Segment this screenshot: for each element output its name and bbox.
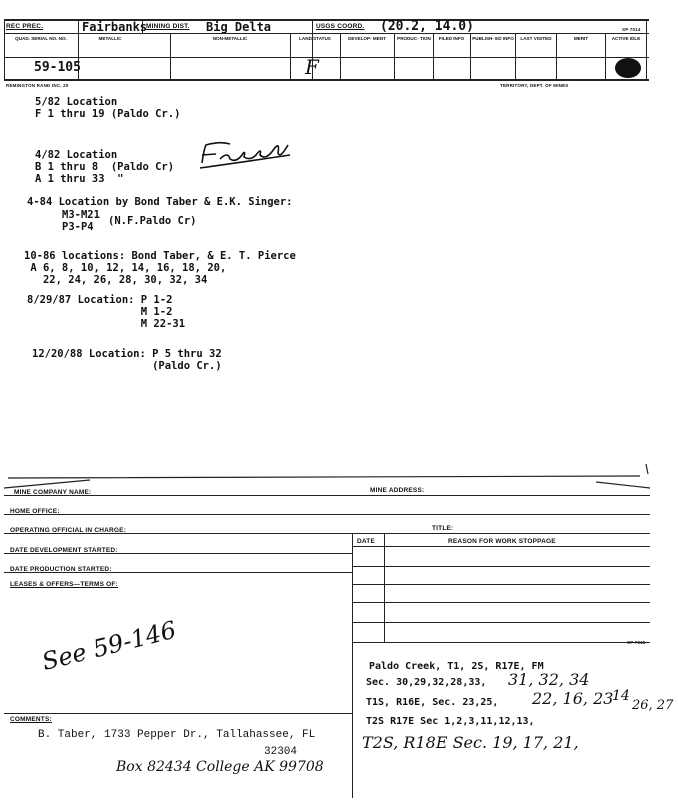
entry-4-84-claims: M3-M21 P3-P4 — [62, 209, 100, 233]
location-hand-5: 26, 27 — [632, 698, 674, 713]
torn-edge-lines — [0, 460, 678, 500]
location-line-3: T1S, R16E, Sec. 23,25, — [366, 697, 499, 708]
mining-dist-label: MINING DIST. — [146, 23, 190, 30]
land-status-label: LAND STATUS — [299, 36, 331, 41]
federal-handwriting — [190, 135, 305, 175]
location-hand-2: 22, 16, 23 — [532, 689, 614, 708]
entry-4-84: 4-84 Location by Bond Taber & E.K. Singer: — [27, 196, 293, 208]
quad-serial-label: QUAD. SERIAL NO. NO. — [15, 36, 67, 41]
form-number: SP 7014 — [622, 27, 641, 32]
usgs-coord-value: (20.2, 14.0) — [380, 19, 474, 34]
leases-label: LEASES & OFFERS—TERMS OF: — [10, 581, 118, 588]
location-line-4: T2S R17E Sec 1,2,3,11,12,13, — [366, 716, 535, 727]
filed-info-label: FILED INFO — [438, 36, 465, 41]
entry-8-29-87: 8/29/87 Location: P 1-2 M 1-2 M 22-31 — [27, 294, 186, 330]
mine-address-label: MINE ADDRESS: — [370, 487, 425, 494]
comments-zip: 32304 — [264, 746, 298, 758]
usgs-coord-label: USGS COORD. — [316, 23, 365, 30]
development-label: DEVELOP- MENT — [348, 36, 386, 41]
location-line-1: Paldo Creek, T1, 2S, R17E, FM — [369, 661, 544, 672]
date-production-label: DATE PRODUCTION STARTED: — [10, 566, 112, 573]
mining-dist-value: Big Delta — [206, 20, 272, 34]
production-label: PRODUC- TION — [397, 36, 431, 41]
operating-official-label: OPERATING OFFICIAL IN CHARGE: — [10, 527, 127, 534]
entry-10-86: 10-86 locations: Bond Taber, & E. T. Pierce A 6, 8, 10, 12, 14, 16, 18, 20, 22, 24, 26, 28, 30, 32, 34 — [24, 250, 296, 286]
merit-label: MERIT — [573, 36, 589, 41]
location-hand-3: 14 — [612, 688, 630, 704]
date-development-label: DATE DEVELOPMENT STARTED: — [10, 547, 118, 554]
serial-number: 59-105 — [34, 60, 81, 75]
entry-4-84-creek: (N.F.Paldo Cr) — [108, 215, 197, 227]
rec-prec-value: Fairbanks — [82, 20, 148, 34]
active-idle-label: ACTIVE IDLE — [611, 36, 641, 41]
mine-company-label: MINE COMPANY NAME: — [14, 489, 92, 496]
active-dot-icon — [615, 58, 641, 78]
entry-12-20-88: 12/20/88 Location: P 5 thru 32 (Paldo Cr.) — [32, 348, 222, 372]
nonmetallic-label: NON-METALLIC — [212, 36, 248, 41]
comments-address: B. Taber, 1733 Pepper Dr., Tallahassee, FL — [38, 729, 316, 741]
printer-line: REMINGTON RAND INC. 20 — [6, 83, 69, 88]
territory-line: TERRITORY, DEPT. OF MINES — [500, 83, 569, 88]
entry-4-82: 4/82 Location B 1 thru 8 (Paldo Cr) A 1 thru 33 " — [35, 149, 175, 185]
metallic-label: METALLIC — [98, 36, 122, 41]
handwritten-reference: See 59-146 — [39, 615, 179, 676]
date-column-header: DATE — [357, 538, 376, 545]
reason-column-header: REASON FOR WORK STOPPAGE — [448, 538, 556, 545]
last-visited-label: LAST VISITED — [520, 36, 552, 41]
rec-prec-label: REC PREC. — [6, 23, 44, 30]
published-info-label: PUBLISH- ED INFO — [472, 36, 514, 41]
location-hand-1: 31, 32, 34 — [508, 670, 590, 689]
home-office-label: HOME OFFICE: — [10, 508, 60, 515]
comments-label: COMMENTS: — [10, 716, 52, 723]
location-hand-line: T2S, R18E Sec. 19, 17, 21, — [362, 733, 579, 752]
entry-5-82: 5/82 Location F 1 thru 19 (Paldo Cr.) — [35, 96, 181, 120]
location-line-2: Sec. 30,29,32,28,33, — [366, 677, 487, 688]
form-number-2: SP 7015 — [627, 640, 646, 645]
comments-handwritten-address: Box 82434 College AK 99708 — [116, 759, 324, 775]
land-status-mark: F — [305, 55, 319, 79]
title-label: TITLE: — [432, 525, 454, 532]
